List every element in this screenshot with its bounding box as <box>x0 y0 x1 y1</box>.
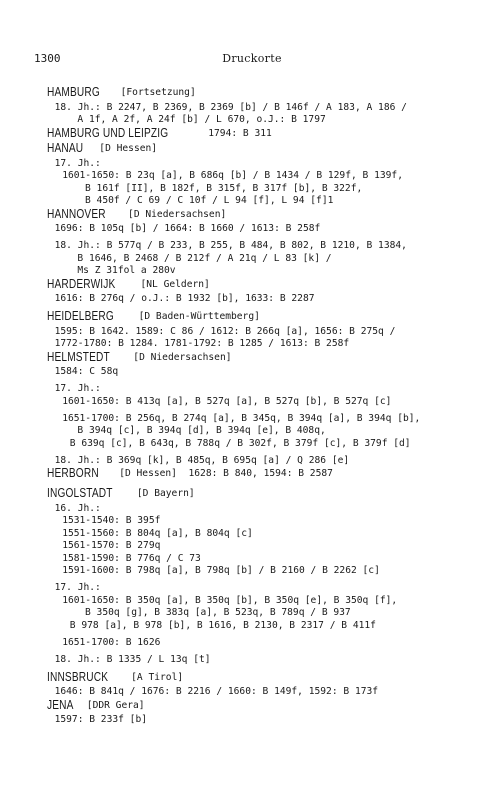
place-name: INGOLSTADT <box>47 485 113 500</box>
place-region-and-holdings: [A Tirol] <box>125 671 184 683</box>
place-region-and-holdings: [D Niedersachsen] <box>127 351 232 363</box>
place-region-and-holdings: [D Bayern] <box>131 488 195 499</box>
holdings-line: 1561-1570: B 279q <box>62 540 161 551</box>
place-name: HANAU <box>47 140 84 155</box>
place-name: HARDERWIJK <box>47 275 116 291</box>
place-name: HAMBURG UND LEIPZIG <box>47 124 169 140</box>
place-name: HELMSTEDT <box>47 348 110 364</box>
holdings-line: 1651-1700: B 256q, B 274q [a], B 345q, B 394q [a], B 394q [b], <box>62 412 421 424</box>
place-entry <box>47 348 232 367</box>
place-name: INNSBRUCK <box>47 668 109 684</box>
holdings-line: 17. Jh.: <box>54 157 101 169</box>
holdings-line: 1772-1780: B 1284. 1781-1792: B 1285 / 1613: B 258f <box>54 338 350 349</box>
holdings-line: B 1646, B 2468 / B 212f / A 21q / L 83 [k] / <box>77 252 332 264</box>
holdings-line: 1601-1650: B 350q [a], B 350q [b], B 350q [e], B 350q [f], <box>62 594 398 606</box>
place-entry <box>47 205 227 224</box>
place-region-and-holdings: [Fortsetzung] <box>114 87 196 98</box>
place-name: HERBORN <box>47 465 99 480</box>
holdings-line: 17. Jh.: <box>54 383 101 394</box>
holdings-line: B 450f / C 69 / C 10f / L 94 [f], L 94 [f]1 <box>85 195 334 206</box>
holdings-line: B 394q [c], B 394q [d], B 394q [e], B 408q, <box>77 425 326 436</box>
place-name: JENA <box>47 696 74 712</box>
place-region-and-holdings: [D Hessen] <box>93 143 158 154</box>
holdings-line: 1601-1650: B 413q [a], B 527q [a], B 527q [b], B 527q [c] <box>62 395 392 407</box>
holdings-line: B 350q [g], B 383q [a], B 523q, B 789q / B 937 <box>85 607 351 618</box>
holdings-line: A 1f, A 2f, A 24f [b] / L 670, o.J.: B 1797 <box>77 114 326 125</box>
holdings-line: B 161f [II], B 182f, B 315f, B 317f [b], B 322f, <box>85 182 363 194</box>
place-entry <box>47 696 145 715</box>
place-name: HEIDELBERG <box>47 308 114 323</box>
running-title: Druckorte <box>222 52 282 65</box>
place-region-and-holdings: [NL Geldern] <box>134 278 210 290</box>
holdings-line: 1551-1560: B 804q [a], B 804q [c] <box>62 527 253 539</box>
holdings-line: 1581-1590: B 776q / C 73 <box>62 552 201 564</box>
place-name: HAMBURG <box>47 84 100 99</box>
holdings-line: 1616: B 276q / o.J.: B 1932 [b], 1633: B 2287 <box>54 293 315 304</box>
holdings-line: Ms Z 31fol a 280v <box>77 265 176 276</box>
holdings-line: 1531-1540: B 395f <box>62 515 161 526</box>
place-name: HANNOVER <box>47 205 106 221</box>
holdings-line: B 978 [a], B 978 [b], B 1616, B 2130, B 2317 / B 411f <box>69 619 376 631</box>
holdings-line: 16. Jh.: <box>54 502 101 514</box>
holdings-line: 1584: C 58q <box>54 366 119 377</box>
place-region-and-holdings: [D Niedersachsen] <box>122 208 227 220</box>
place-entry <box>47 487 195 503</box>
holdings-line: 18. Jh.: B 1335 / L 13q [t] <box>54 653 211 665</box>
place-region-and-holdings: 1794: B 311 <box>202 127 272 139</box>
holdings-line: 1597: B 233f [b] <box>54 714 148 725</box>
holdings-line: 1646: B 841q / 1676: B 2216 / 1660: B 149f, 1592: B 173f <box>54 686 379 697</box>
holdings-line: 1696: B 105q [b] / 1664: B 1660 / 1613: B 258f <box>54 223 321 234</box>
holdings-line: 17. Jh.: <box>54 582 101 593</box>
holdings-line: 1651-1700: B 1626 <box>62 636 161 648</box>
place-region-and-holdings: [DDR Gera] <box>81 699 145 711</box>
place-region-and-holdings: [D Baden-Württemberg] <box>132 311 260 322</box>
holdings-line: 18. Jh.: B 2247, B 2369, B 2369 [b] / B 146f / A 183, A 186 / <box>54 101 407 113</box>
holdings-line: B 639q [c], B 643q, B 788q / B 302f, B 379f [c], B 379f [d] <box>69 437 411 449</box>
holdings-line: 18. Jh.: B 369q [k], B 485q, B 695q [a] / Q 286 [e] <box>54 454 350 466</box>
holdings-line: 1591-1600: B 798q [a], B 798q [b] / B 2160 / B 2262 [c] <box>62 565 380 576</box>
place-entry <box>47 467 333 483</box>
place-entry <box>47 275 210 294</box>
holdings-line: 1595: B 1642. 1589: C 86 / 1612: B 266q [a], 1656: B 275q / <box>54 325 396 337</box>
place-entry <box>47 86 196 102</box>
holdings-line: 18. Jh.: B 577q / B 233, B 255, B 484, B 802, B 1210, B 1384, <box>54 240 407 251</box>
page-number: 1300 <box>34 52 61 65</box>
holdings-line: 1601-1650: B 23q [a], B 686q [b] / B 1434 / B 129f, B 139f, <box>62 170 403 181</box>
page-header <box>34 52 470 66</box>
place-entry <box>47 310 260 326</box>
place-entry <box>47 142 157 158</box>
place-region-and-holdings: [D Hessen] 1628: B 840, 1594: B 2587 <box>113 468 333 479</box>
place-entry <box>47 668 184 687</box>
